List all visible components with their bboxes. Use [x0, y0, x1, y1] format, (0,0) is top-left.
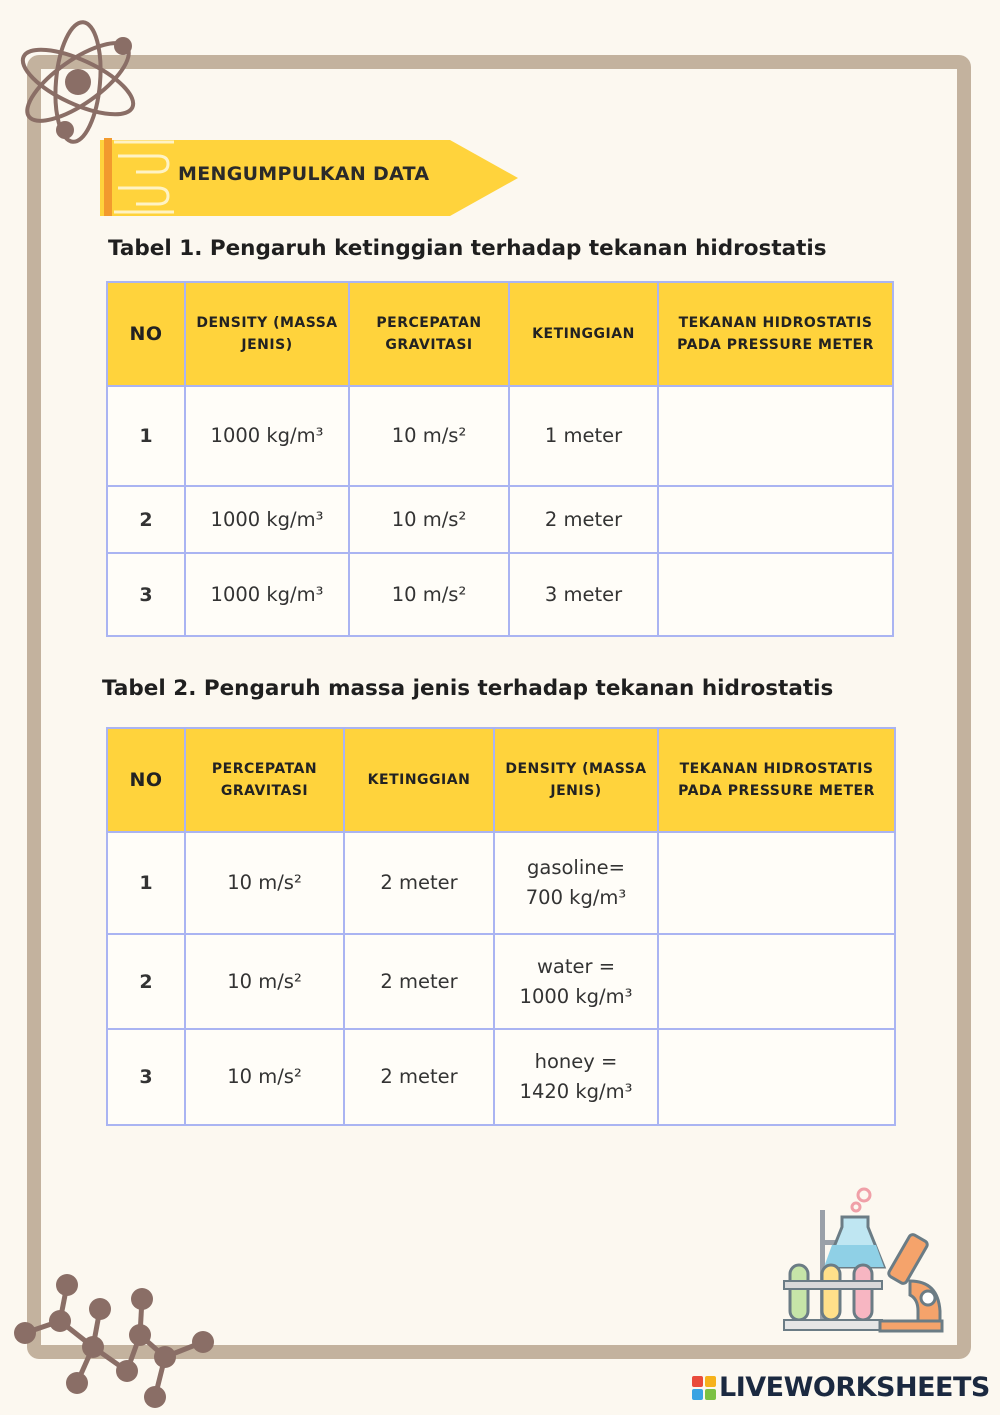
- table1-header-gravity: PERCEPATAN GRAVITASI: [349, 282, 509, 386]
- table2: [106, 727, 896, 1126]
- gravity-cell: 10 m/s²: [349, 553, 509, 636]
- table2-header-height: KETINGGIAN: [344, 728, 494, 832]
- liveworksheets-logo-icon: [692, 1376, 716, 1400]
- row-number: 1: [107, 386, 185, 486]
- pressure-answer-cell[interactable]: [658, 832, 895, 934]
- density-value: 700 kg/m³: [525, 886, 627, 909]
- atom-icon: [10, 20, 150, 150]
- table1-header-row: [107, 282, 893, 386]
- density-value: 1420 kg/m³: [519, 1080, 633, 1103]
- molecule-icon: [5, 1265, 225, 1415]
- table1-header-pressure: TEKANAN HIDROSTATIS PADA PRESSURE METER: [658, 282, 893, 386]
- table2-header-row: [107, 728, 895, 832]
- density-cell: [494, 1029, 658, 1125]
- table1-caption: Tabel 1. Pengaruh ketinggian terhadap tekanan hidrostatis: [108, 236, 827, 261]
- pressure-answer-cell[interactable]: [658, 1029, 895, 1125]
- table-row: [107, 1029, 895, 1125]
- pressure-answer-cell[interactable]: [658, 486, 893, 553]
- table2-header-no: NO: [107, 728, 185, 832]
- table-row: [107, 934, 895, 1029]
- table2-header-pressure: TEKANAN HIDROSTATIS PADA PRESSURE METER: [658, 728, 895, 832]
- density-liquid: water =: [536, 954, 616, 978]
- pressure-answer-cell[interactable]: [658, 386, 893, 486]
- density-cell: [494, 934, 658, 1029]
- table1-header-density: DENSITY (MASSA JENIS): [185, 282, 349, 386]
- height-cell: 2 meter: [344, 1029, 494, 1125]
- table-row: [107, 386, 893, 486]
- row-number: 3: [107, 1029, 185, 1125]
- table-row: [107, 486, 893, 553]
- table1-header-height: KETINGGIAN: [509, 282, 658, 386]
- density-value: 1000 kg/m³: [519, 984, 633, 1008]
- row-number: 2: [107, 934, 185, 1029]
- table2-caption: Tabel 2. Pengaruh massa jenis terhadap tekanan hidrostatis: [102, 676, 834, 701]
- height-cell: 2 meter: [344, 934, 494, 1029]
- gravity-cell: 10 m/s²: [349, 386, 509, 486]
- density-cell: 1000 kg/m³: [185, 386, 349, 486]
- density-liquid: honey =: [534, 1050, 618, 1073]
- liveworksheets-text: LIVEWORKSHEETS: [719, 1372, 990, 1403]
- density-cell: [494, 832, 658, 934]
- liveworksheets-watermark[interactable]: [692, 1372, 990, 1403]
- table1-header-no: NO: [107, 282, 185, 386]
- gravity-cell: 10 m/s²: [349, 486, 509, 553]
- height-cell: 2 meter: [344, 832, 494, 934]
- table2-header-gravity: PERCEPATAN GRAVITASI: [185, 728, 344, 832]
- table-row: [107, 832, 895, 934]
- row-number: 1: [107, 832, 185, 934]
- density-cell: 1000 kg/m³: [185, 486, 349, 553]
- section-title: MENGUMPULKAN DATA: [178, 163, 430, 185]
- gravity-cell: 10 m/s²: [185, 934, 344, 1029]
- pressure-answer-cell[interactable]: [658, 934, 895, 1029]
- gravity-cell: 10 m/s²: [185, 832, 344, 934]
- row-number: 2: [107, 486, 185, 553]
- table-row: [107, 553, 893, 636]
- density-liquid: gasoline=: [527, 856, 625, 879]
- density-cell: 1000 kg/m³: [185, 553, 349, 636]
- row-number: 3: [107, 553, 185, 636]
- table1: [106, 281, 894, 637]
- table2-header-density: DENSITY (MASSA JENIS): [494, 728, 658, 832]
- lab-equipment-icon: [780, 1185, 950, 1335]
- gravity-cell: 10 m/s²: [185, 1029, 344, 1125]
- pressure-answer-cell[interactable]: [658, 553, 893, 636]
- height-cell: 1 meter: [509, 386, 658, 486]
- height-cell: 2 meter: [509, 486, 658, 553]
- height-cell: 3 meter: [509, 553, 658, 636]
